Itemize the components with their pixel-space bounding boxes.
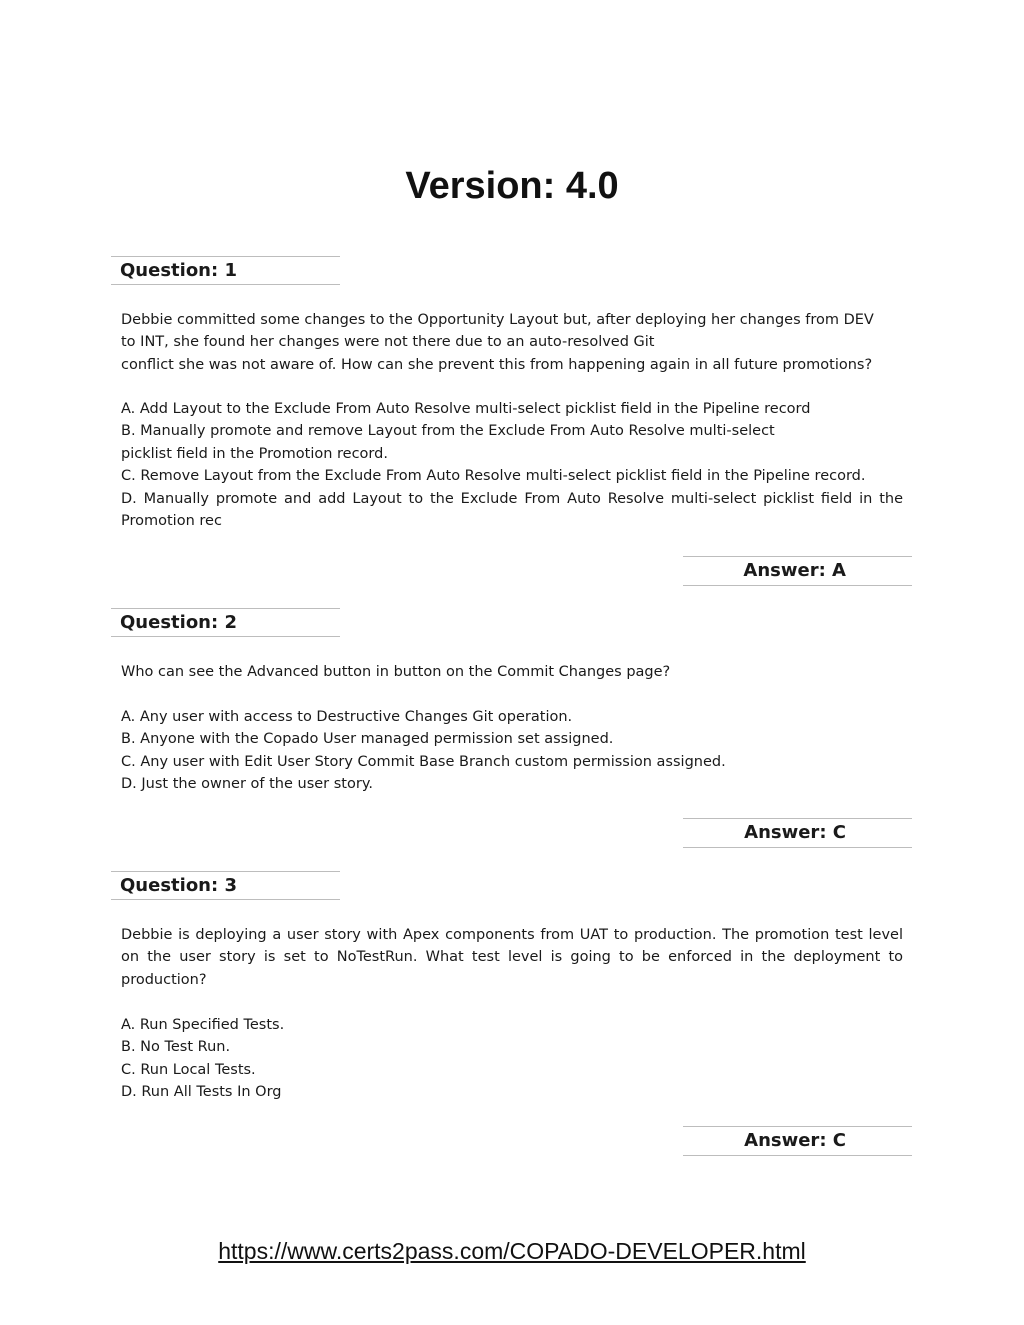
question-1-options: [121, 398, 903, 532]
question-3-header: Question: 3: [111, 871, 340, 900]
question-1-stem: [121, 309, 903, 376]
footer-url-link[interactable]: https://www.certs2pass.com/COPADO-DEVELOPER.html: [218, 1238, 806, 1264]
question-3-options: [121, 1014, 903, 1104]
question-3-option-b: B. No Test Run.: [121, 1039, 231, 1056]
question-1-option-b-cont: picklist field in the Promotion record.: [121, 445, 388, 462]
question-2-option-d: D. Just the owner of the user story.: [121, 776, 373, 793]
question-3-option-a: A. Run Specified Tests.: [121, 1017, 285, 1033]
question-2-option-b: B. Anyone with the Copado User managed permission set assigned.: [121, 731, 614, 748]
question-2-answer: Answer: C: [683, 818, 912, 848]
question-1-option-d: D. Manually promote and add Layout to the Exclude From Auto Resolve multi-select picklist field in the Promotion rec: [121, 490, 903, 530]
question-1-stem-line: Debbie committed some changes to the Opportunity Layout but, after deploying her changes from DEV: [121, 312, 874, 328]
question-3-option-c: C. Run Local Tests.: [121, 1061, 256, 1078]
question-2-option-a: A. Any user with access to Destructive Changes Git operation.: [121, 709, 573, 725]
question-3-stem: Debbie is deploying a user story with Apex components from UAT to production. The promotion test level on the user story is set to NoTestRun. What test level is going to be enforced in the deployment to production?: [121, 927, 903, 988]
question-3-answer: Answer: C: [683, 1126, 912, 1156]
question-2-option-c: C. Any user with Edit User Story Commit Base Branch custom permission assigned.: [121, 753, 726, 770]
question-1-option-b: B. Manually promote and remove Layout from the Exclude From Auto Resolve multi-select: [121, 423, 775, 440]
question-1-option-a: A. Add Layout to the Exclude From Auto Resolve multi-select picklist field in the Pipeline record: [121, 401, 811, 417]
question-3-option-d: D. Run All Tests In Org: [121, 1084, 282, 1101]
question-1-header: Question: 1: [111, 256, 340, 285]
version-title: Version: 4.0: [405, 165, 619, 207]
question-1-stem-line: to INT, she found her changes were not there due to an auto-resolved Git: [121, 334, 655, 351]
question-2-stem: Who can see the Advanced button in button on the Commit Changes page?: [121, 664, 671, 680]
question-2-header: Question: 2: [111, 608, 340, 637]
question-1-answer: Answer: A: [683, 556, 912, 586]
question-2-options: [121, 706, 903, 796]
question-1-option-c: C. Remove Layout from the Exclude From Auto Resolve multi-select picklist field in the Pipeline record.: [121, 468, 866, 485]
question-1-stem-line: conflict she was not aware of. How can she prevent this from happening again in all future promotions?: [121, 356, 873, 373]
